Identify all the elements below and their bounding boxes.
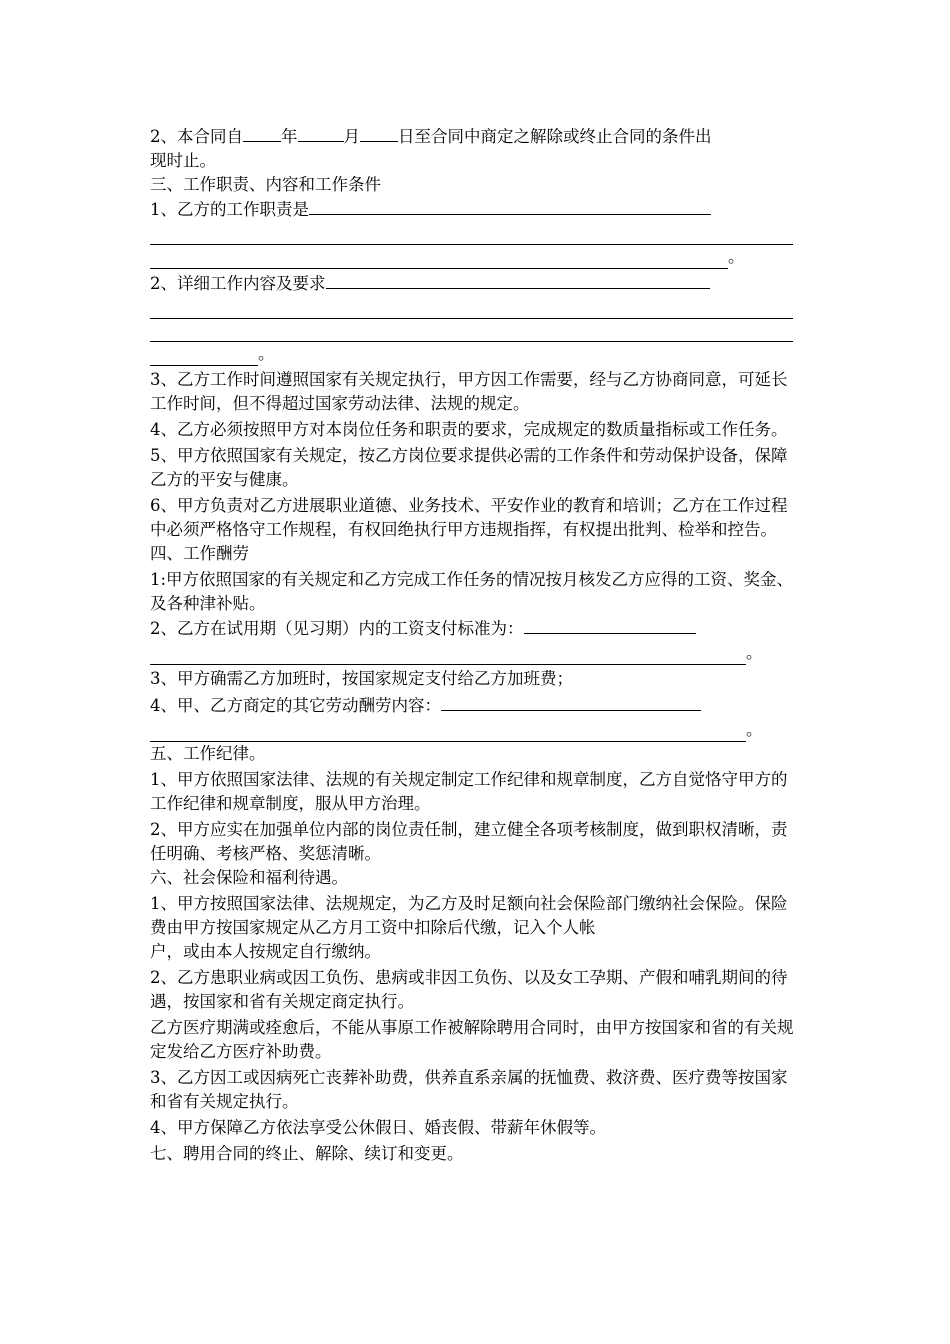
holiday-clause: 4、甲方保障乙方依法享受公休假日、婚丧假、带薪年休假等。 (150, 1118, 606, 1137)
duties-blank-line (150, 246, 728, 269)
insurance-clause-cont: 户，或由本人按规定自行缴纳。 (150, 942, 381, 961)
wages-clause: 1:甲方依照国家的有关规定和乙方完成工作任务的情况按月核发乙方应得的工资、奖金、及各种津补贴。 (150, 570, 794, 613)
other-pay-clause: 4、甲、乙方商定的其它劳动酬劳内容： (150, 693, 800, 718)
insurance-clause: 1、甲方按照国家法律、法规规定，为乙方及时足额向社会保险部门缴纳社会保险。保险费由甲方按国家规定从乙方月工资中扣除后代缴，记入个人帐 (150, 894, 788, 937)
year-blank (243, 124, 281, 142)
section-7-heading: 七、聘用合同的终止、解除、续订和变更。 (150, 1144, 464, 1163)
work-content-blank-row: 。 (150, 342, 800, 366)
probation-wage-blank-row: 。 (150, 641, 800, 665)
section-3-heading: 三、工作职责、内容和工作条件 (150, 175, 381, 194)
overtime-clause: 3、甲方确需乙方加班时，按国家规定支付给乙方加班费； (150, 669, 573, 688)
sick-leave-clause: 2、乙方患职业病或因工负伤、患病或非因工负伤、以及女工孕期、产假和哺乳期间的待遇，按国家和省有关规定商定执行。 (150, 968, 788, 1011)
funeral-subsidy-clause: 3、乙方因工或因病死亡丧葬补助费，供养直系亲属的抚恤费、救济费、医疗费等按国家和省有关规定执行。 (150, 1068, 788, 1111)
duties-blank (309, 197, 711, 215)
task-clause: 4、乙方必须按照甲方对本岗位任务和职责的要求，完成规定的数质量指标或工作任务。 (150, 420, 788, 439)
other-pay-blank-line (150, 719, 746, 742)
term-clause-cont: 现时止。 (150, 151, 216, 170)
other-pay-blank-row: 。 (150, 718, 800, 742)
responsibility-clause: 2、甲方应实在加强单位内部的岗位责任制，建立健全各项考核制度，做到职权清晰，责任明确、考核严格、奖惩清晰。 (150, 820, 788, 863)
work-content-blank-line (150, 343, 258, 366)
probation-wage-clause: 2、乙方在试用期（见习期）内的工资支付标准为： (150, 616, 800, 641)
duties-clause: 1、乙方的工作职责是 (150, 197, 800, 222)
section-5-heading: 五、工作纪律。 (150, 744, 266, 763)
duties-blank-line (150, 222, 793, 245)
probation-wage-blank (524, 616, 696, 634)
term-clause: 2、本合同自 年 月 日至合同中商定之解除或终止合同的条件出 (150, 124, 800, 149)
contract-page (150, 124, 800, 1166)
other-pay-blank (441, 693, 701, 711)
section-4-heading: 四、工作酬劳 (150, 544, 249, 563)
training-clause: 6、甲方负责对乙方进展职业道德、业务技术、平安作业的教育和培训；乙方在工作过程中必须严格恪守工作规程，有权回绝执行甲方违规指挥，有权提出批判、检举和控告。 (150, 496, 788, 539)
work-content-clause: 2、详细工作内容及要求 (150, 271, 800, 296)
section-6-heading: 六、社会保险和福利待遇。 (150, 868, 348, 887)
duties-blank-row: 。 (150, 245, 800, 269)
work-content-blank-line (150, 296, 793, 319)
medical-subsidy-clause: 乙方医疗期满或痊愈后，不能从事原工作被解除聘用合同时，由甲方按国家和省的有关规定发给乙方医疗补助费。 (150, 1018, 794, 1061)
probation-wage-blank-line (150, 642, 746, 665)
day-blank (360, 124, 398, 142)
month-blank (298, 124, 344, 142)
discipline-clause: 1、甲方依照国家法律、法规的有关规定制定工作纪律和规章制度，乙方自觉恪守甲方的工作纪律和规章制度，服从甲方治理。 (150, 770, 788, 813)
conditions-clause: 5、甲方依照国家有关规定，按乙方岗位要求提供必需的工作条件和劳动保护设备，保障乙方的平安与健康。 (150, 446, 788, 489)
work-content-blank (326, 271, 710, 289)
work-content-blank-line (150, 319, 793, 342)
working-hours-clause: 3、乙方工作时间遵照国家有关规定执行，甲方因工作需要，经与乙方协商同意，可延长工作时间，但不得超过国家劳动法律、法规的规定。 (150, 370, 788, 413)
